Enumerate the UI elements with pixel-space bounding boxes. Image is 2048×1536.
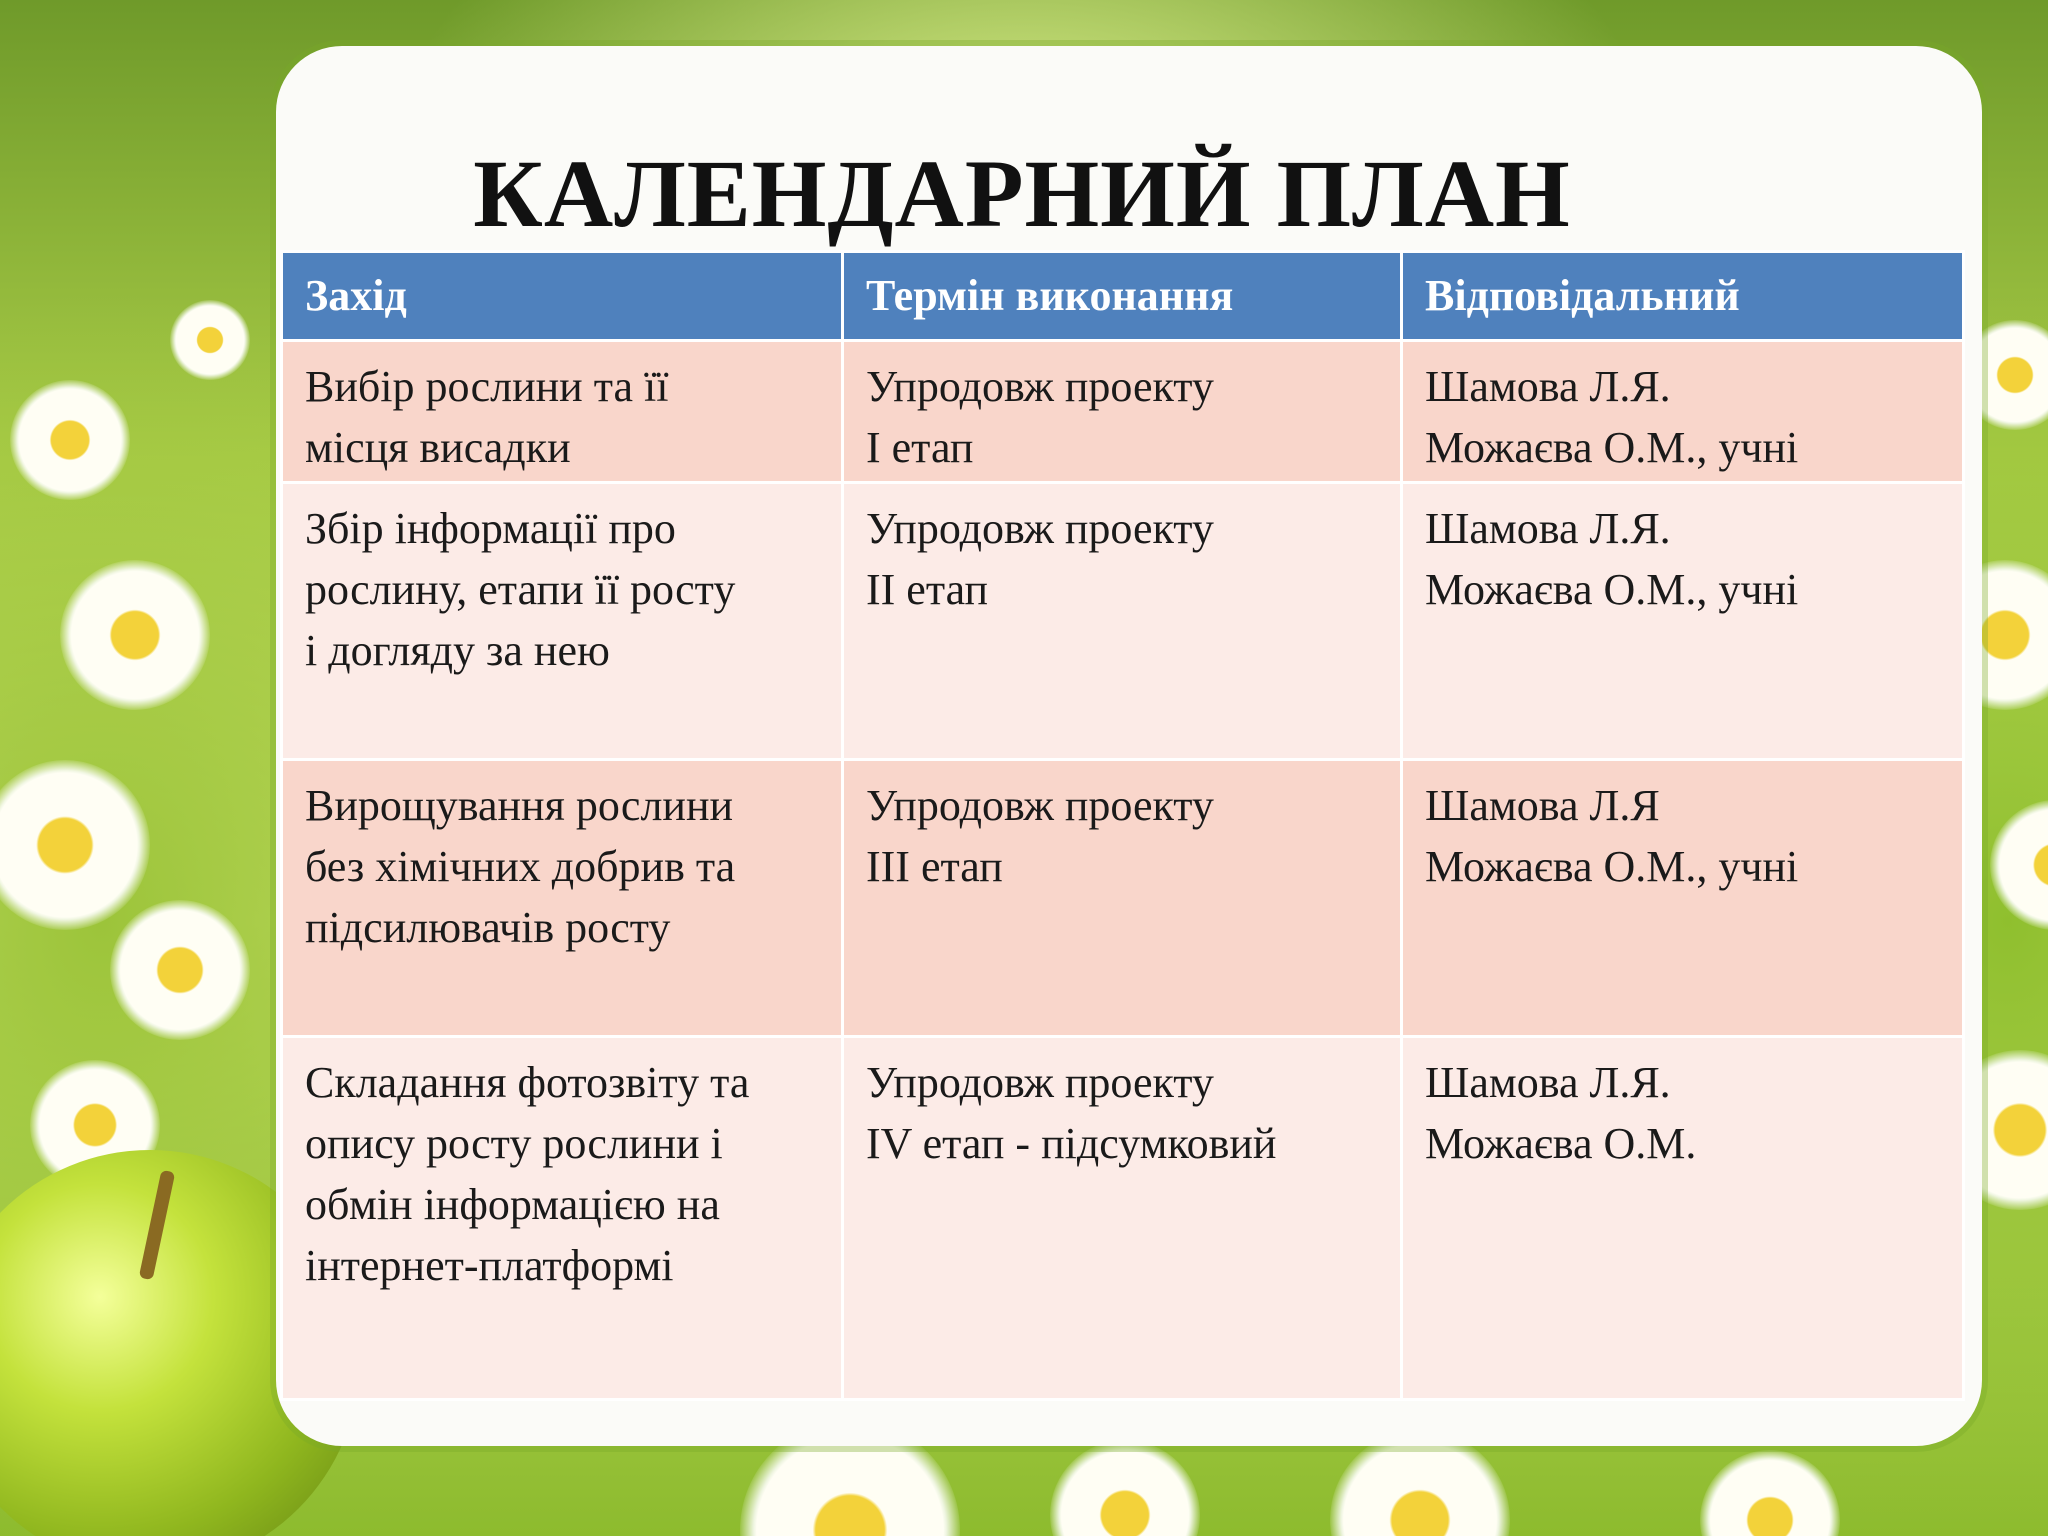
table-row xyxy=(282,760,1964,1037)
header-term: Термін виконання xyxy=(843,252,1402,341)
cell-event: Збір інформації про рослину, етапи її росту і догляду за нею xyxy=(282,483,843,760)
cell-responsible: Шамова Л.Я. Можаєва О.М., учні xyxy=(1402,341,1964,483)
cell-event: Вибір рослини та її місця висадки xyxy=(282,341,843,483)
table-row xyxy=(282,341,1964,483)
cell-event: Вирощування рослини без хімічних добрив та підсилювачів росту xyxy=(282,760,843,1037)
page-title: КАЛЕНДАРНИЙ ПЛАН xyxy=(473,140,1571,247)
cell-event: Складання фотозвіту та опису росту рослини і обмін інформацією на інтернет-платформі xyxy=(282,1037,843,1400)
calendar-plan-table xyxy=(280,250,1965,1401)
header-responsible: Відповідальний xyxy=(1402,252,1964,341)
table-row xyxy=(282,483,1964,760)
table-row xyxy=(282,1037,1964,1400)
cell-term: Упродовж проекту ІІ етап xyxy=(843,483,1402,760)
header-event: Захід xyxy=(282,252,843,341)
cell-term: Упродовж проекту ІІІ етап xyxy=(843,760,1402,1037)
cell-term: Упродовж проекту IV етап - підсумковий xyxy=(843,1037,1402,1400)
cell-responsible: Шамова Л.Я. Можаєва О.М., учні xyxy=(1402,483,1964,760)
cell-responsible: Шамова Л.Я. Можаєва О.М. xyxy=(1402,1037,1964,1400)
cell-responsible: Шамова Л.Я Можаєва О.М., учні xyxy=(1402,760,1964,1037)
table-header-row xyxy=(282,252,1964,341)
cell-term: Упродовж проекту І етап xyxy=(843,341,1402,483)
